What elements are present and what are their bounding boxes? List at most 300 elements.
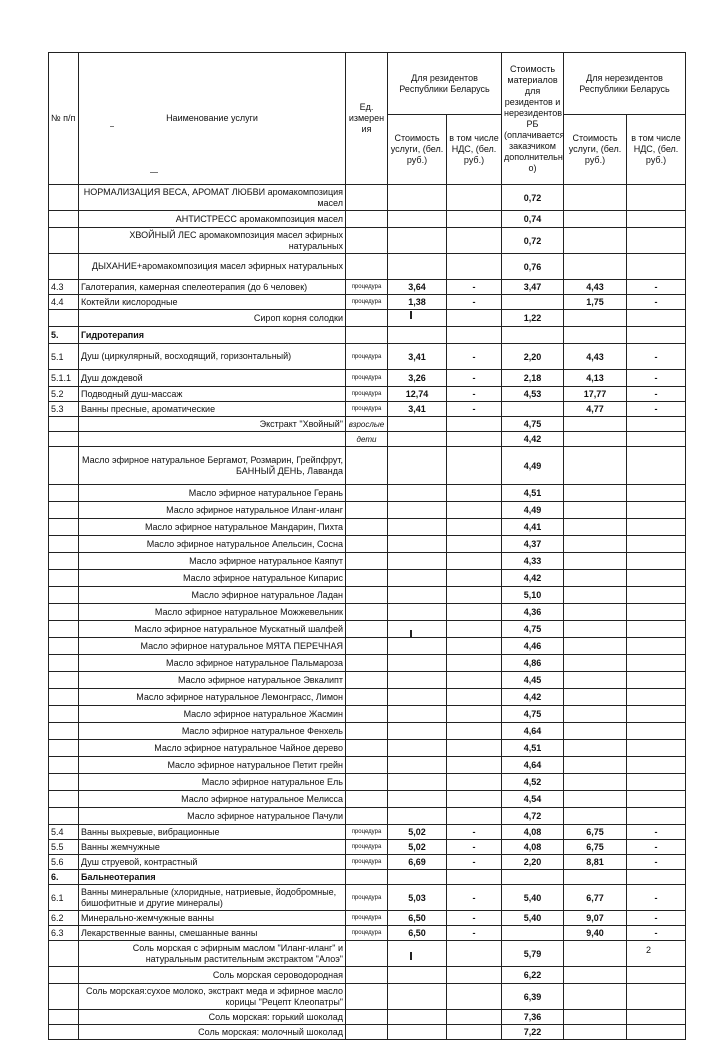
page-number: 2 [646,945,652,955]
header-nonresidents: Для нерезидентов Республики Беларусь [564,53,686,115]
nonresident-cost [564,485,627,502]
row-number [49,185,79,211]
table-row [49,870,686,885]
nonresident-vat [627,327,686,344]
resident-vat [447,1010,502,1025]
table-row [49,344,686,370]
header-nonres-vat: в том числе НДС, (бел. руб.) [627,115,686,185]
header-service-name: Наименование услуги [79,53,346,185]
resident-cost: 3,41 [388,344,447,370]
row-number [49,791,79,808]
row-number [49,1010,79,1025]
nonresident-vat [627,638,686,655]
materials-cost: 4,75 [502,417,564,432]
resident-vat [447,638,502,655]
materials-cost: 4,49 [502,447,564,485]
unit-cell [346,706,388,723]
materials-cost: 4,64 [502,723,564,740]
resident-vat [447,417,502,432]
resident-cost: 12,74 [388,387,447,402]
resident-cost: 3,26 [388,370,447,387]
service-name: Масло эфирное натуральное Можжевельник [79,604,346,621]
nonresident-cost: 4,43 [564,344,627,370]
materials-cost: 5,40 [502,885,564,911]
service-name: Коктейли кислородные [79,295,346,310]
unit-cell [346,519,388,536]
materials-cost: 4,54 [502,791,564,808]
table-row [49,387,686,402]
table-body [49,185,686,1040]
resident-vat [447,706,502,723]
row-number [49,310,79,327]
row-number [49,536,79,553]
nonresident-cost: 1,75 [564,295,627,310]
materials-cost: 1,22 [502,310,564,327]
table-row [49,808,686,825]
row-number [49,740,79,757]
resident-vat: - [447,387,502,402]
unit-cell [346,757,388,774]
nonresident-vat [627,757,686,774]
nonresident-cost [564,310,627,327]
nonresident-cost [564,604,627,621]
service-name: Соль морская: горький шоколад [79,1010,346,1025]
nonresident-vat [627,485,686,502]
resident-cost: 6,50 [388,911,447,926]
resident-vat [447,502,502,519]
nonresident-cost [564,706,627,723]
materials-cost: 0,74 [502,211,564,228]
unit-cell [346,327,388,344]
nonresident-vat: - [627,911,686,926]
materials-cost: 2,20 [502,344,564,370]
row-number [49,519,79,536]
nonresident-cost [564,553,627,570]
resident-cost: 3,41 [388,402,447,417]
materials-cost: 5,10 [502,587,564,604]
resident-vat [447,447,502,485]
resident-vat [447,485,502,502]
table-row [49,911,686,926]
resident-cost [388,984,447,1010]
row-number [49,604,79,621]
unit-cell [346,185,388,211]
resident-vat [447,310,502,327]
nonresident-cost [564,638,627,655]
table-row [49,855,686,870]
materials-cost: 4,08 [502,840,564,855]
table-row [49,536,686,553]
service-name: Масло эфирное натуральное Фенхель [79,723,346,740]
unit-cell [346,604,388,621]
resident-vat [447,757,502,774]
materials-cost: 0,76 [502,254,564,280]
table-row [49,519,686,536]
resident-cost [388,791,447,808]
nonresident-vat [627,604,686,621]
service-name: Масло эфирное натуральное Чайное дерево [79,740,346,757]
materials-cost: 0,72 [502,228,564,254]
unit-cell [346,1010,388,1025]
nonresident-cost [564,502,627,519]
resident-vat: - [447,840,502,855]
table-row [49,723,686,740]
row-number [49,502,79,519]
row-number [49,638,79,655]
resident-vat: - [447,370,502,387]
service-name [79,432,346,447]
header-num: № п/п [49,53,79,185]
header-res-cost: Стоимость услуги, (бел. руб.) [388,115,447,185]
unit-cell [346,791,388,808]
resident-vat [447,211,502,228]
materials-cost: 4,49 [502,502,564,519]
header-unit: Ед. измерен ия [346,53,388,185]
service-name: Минерально-жемчужные ванны [79,911,346,926]
nonresident-vat [627,310,686,327]
nonresident-vat [627,621,686,638]
nonresident-cost: 6,75 [564,840,627,855]
row-number: 4.3 [49,280,79,295]
nonresident-vat [627,587,686,604]
resident-cost: 5,03 [388,885,447,911]
service-name: Лекарственные ванны, смешанные ванны [79,926,346,941]
service-name: Соль морская: молочный шоколад [79,1025,346,1040]
table-row [49,791,686,808]
nonresident-vat [627,1025,686,1040]
unit-cell [346,587,388,604]
row-number: 6.3 [49,926,79,941]
header-res-vat: в том числе НДС, (бел. руб.) [447,115,502,185]
row-number [49,984,79,1010]
service-name: Подводный душ-массаж [79,387,346,402]
resident-cost [388,228,447,254]
table-row [49,327,686,344]
materials-cost: 4,42 [502,689,564,706]
resident-cost [388,870,447,885]
unit-cell [346,485,388,502]
unit-cell [346,254,388,280]
nonresident-vat: - [627,387,686,402]
resident-vat [447,655,502,672]
service-name: Масло эфирное натуральное Жасмин [79,706,346,723]
table-row [49,638,686,655]
table-row [49,570,686,587]
nonresident-cost [564,417,627,432]
unit-cell [346,808,388,825]
price-list-sheet [48,52,685,1040]
nonresident-cost [564,967,627,984]
unit-cell: процедура [346,885,388,911]
service-name: Масло эфирное натуральное Мускатный шалфей [79,621,346,638]
service-name: Сироп корня солодки [79,310,346,327]
resident-cost [388,808,447,825]
resident-vat [447,519,502,536]
row-number: 5.2 [49,387,79,402]
table-header [49,53,686,185]
nonresident-vat [627,519,686,536]
row-number: 5. [49,327,79,344]
resident-vat: - [447,855,502,870]
resident-cost [388,621,447,638]
resident-cost [388,774,447,791]
nonresident-vat: - [627,344,686,370]
nonresident-cost [564,774,627,791]
materials-cost [502,402,564,417]
scan-mark [410,630,412,638]
service-name: Масло эфирное натуральное Иланг-иланг [79,502,346,519]
service-name: Масло эфирное натуральное Ель [79,774,346,791]
materials-cost: 4,46 [502,638,564,655]
service-name: Масло эфирное натуральное МЯТА ПЕРЕЧНАЯ [79,638,346,655]
nonresident-cost [564,211,627,228]
service-name: ДЫХАНИЕ+аромакомпозиция масел эфирных натуральных [79,254,346,280]
unit-cell: дети [346,432,388,447]
table-row [49,967,686,984]
nonresident-cost: 6,75 [564,825,627,840]
materials-cost: 4,72 [502,808,564,825]
resident-cost: 6,50 [388,926,447,941]
unit-cell [346,570,388,587]
service-name: ХВОЙНЫЙ ЛЕС аромакомпозиция масел эфирных натуральных [79,228,346,254]
nonresident-vat [627,870,686,885]
table-row [49,228,686,254]
resident-cost [388,604,447,621]
materials-cost: 4,45 [502,672,564,689]
unit-cell [346,621,388,638]
nonresident-cost: 9,07 [564,911,627,926]
nonresident-vat [627,417,686,432]
unit-cell: процедура [346,911,388,926]
service-name: Галотерапия, камерная спелеотерапия (до 6 человек) [79,280,346,295]
unit-cell: процедура [346,926,388,941]
table-row [49,706,686,723]
unit-cell [346,984,388,1010]
resident-cost: 5,02 [388,825,447,840]
nonresident-cost: 4,13 [564,370,627,387]
header-nonres-cost: Стоимость услуги, (бел. руб.) [564,115,627,185]
resident-vat [447,327,502,344]
row-number [49,706,79,723]
service-name: Масло эфирное натуральное Кипарис [79,570,346,587]
materials-cost: 4,53 [502,387,564,402]
unit-cell [346,967,388,984]
nonresident-vat [627,432,686,447]
materials-cost: 6,39 [502,984,564,1010]
service-name: Масло эфирное натуральное Лемонграсс, Лимон [79,689,346,706]
resident-cost [388,587,447,604]
unit-cell [346,870,388,885]
resident-cost [388,553,447,570]
nonresident-cost [564,941,627,967]
nonresident-vat [627,536,686,553]
row-number [49,1025,79,1040]
nonresident-vat [627,740,686,757]
nonresident-cost [564,791,627,808]
resident-cost [388,757,447,774]
table-row [49,185,686,211]
unit-cell: процедура [346,280,388,295]
nonresident-vat: - [627,825,686,840]
resident-vat: - [447,280,502,295]
resident-cost [388,689,447,706]
row-number [49,774,79,791]
resident-cost [388,485,447,502]
table-row [49,417,686,432]
row-number [49,672,79,689]
nonresident-vat [627,211,686,228]
nonresident-vat [627,774,686,791]
unit-cell [346,1025,388,1040]
nonresident-vat: - [627,280,686,295]
nonresident-cost [564,655,627,672]
service-name: Масло эфирное натуральное Мелисса [79,791,346,808]
service-name: Масло эфирное натуральное Мандарин, Пихта [79,519,346,536]
unit-cell [346,502,388,519]
unit-cell [346,211,388,228]
materials-cost: 4,51 [502,740,564,757]
nonresident-cost [564,672,627,689]
nonresident-cost [564,870,627,885]
table-row [49,295,686,310]
table-row [49,604,686,621]
materials-cost: 7,22 [502,1025,564,1040]
resident-cost [388,740,447,757]
service-name: Бальнеотерапия [79,870,346,885]
table-row [49,655,686,672]
materials-cost: 4,41 [502,519,564,536]
service-name: Соль морская:сухое молоко, экстракт меда и эфирное масло корицы "Рецепт Клеопатры" [79,984,346,1010]
row-number [49,485,79,502]
row-number [49,447,79,485]
materials-cost: 3,47 [502,280,564,295]
materials-cost: 4,51 [502,485,564,502]
row-number [49,570,79,587]
nonresident-vat [627,502,686,519]
resident-vat [447,1025,502,1040]
row-number: 5.4 [49,825,79,840]
service-name: Душ дождевой [79,370,346,387]
row-number: 6. [49,870,79,885]
nonresident-cost [564,254,627,280]
materials-cost: 4,52 [502,774,564,791]
nonresident-cost [564,570,627,587]
nonresident-cost [564,723,627,740]
resident-cost: 6,69 [388,855,447,870]
unit-cell: процедура [346,344,388,370]
resident-vat [447,808,502,825]
resident-vat: - [447,402,502,417]
resident-vat [447,621,502,638]
materials-cost: 0,72 [502,185,564,211]
nonresident-cost [564,185,627,211]
resident-cost [388,432,447,447]
service-name: Экстракт "Хвойный" [79,417,346,432]
resident-vat [447,185,502,211]
materials-cost [502,295,564,310]
resident-cost [388,519,447,536]
nonresident-cost [564,689,627,706]
resident-cost: 3,64 [388,280,447,295]
table-row [49,254,686,280]
materials-cost: 4,33 [502,553,564,570]
nonresident-cost [564,984,627,1010]
unit-cell [346,655,388,672]
service-name: Масло эфирное натуральное Петит грейн [79,757,346,774]
scan-mark [410,952,412,960]
resident-vat: - [447,885,502,911]
table-row [49,840,686,855]
table-row [49,757,686,774]
resident-vat [447,870,502,885]
resident-vat [447,774,502,791]
nonresident-cost: 8,81 [564,855,627,870]
service-name: Гидротерапия [79,327,346,344]
table-row [49,689,686,706]
materials-cost: 5,40 [502,911,564,926]
row-number [49,587,79,604]
row-number [49,432,79,447]
unit-cell [346,941,388,967]
table-row [49,502,686,519]
nonresident-cost [564,1025,627,1040]
unit-cell: процедура [346,840,388,855]
materials-cost [502,327,564,344]
nonresident-cost [564,1010,627,1025]
unit-cell [346,638,388,655]
nonresident-vat: - [627,402,686,417]
resident-vat [447,689,502,706]
resident-vat [447,553,502,570]
resident-vat: - [447,295,502,310]
table-row [49,280,686,295]
table-row [49,672,686,689]
service-name: Соль морская с эфирным маслом "Иланг-иланг" и натуральным растительным экстрактом "Алоэ" [79,941,346,967]
nonresident-cost [564,432,627,447]
nonresident-vat [627,655,686,672]
row-number: 5.6 [49,855,79,870]
row-number: 6.1 [49,885,79,911]
unit-cell: процедура [346,402,388,417]
resident-cost [388,211,447,228]
nonresident-cost [564,621,627,638]
resident-vat [447,228,502,254]
nonresident-vat: - [627,926,686,941]
nonresident-vat [627,706,686,723]
table-row [49,740,686,757]
table-row [49,926,686,941]
nonresident-vat [627,984,686,1010]
table-row [49,621,686,638]
nonresident-cost [564,519,627,536]
unit-cell [346,723,388,740]
resident-vat: - [447,344,502,370]
service-name: Масло эфирное натуральное Бергамот, Розмарин, Грейпфрут, БАННЫЙ ДЕНЬ, Лаванда [79,447,346,485]
table-row [49,447,686,485]
resident-vat [447,536,502,553]
nonresident-vat [627,808,686,825]
unit-cell [346,228,388,254]
table-row [49,587,686,604]
service-name: Масло эфирное натуральное Эвкалипт [79,672,346,689]
header-residents: Для резидентов Республики Беларусь [388,53,502,115]
resident-cost [388,967,447,984]
row-number [49,723,79,740]
unit-cell: взрослые [346,417,388,432]
resident-cost [388,327,447,344]
service-name: Масло эфирное натуральное Апельсин, Сосна [79,536,346,553]
nonresident-cost: 6,77 [564,885,627,911]
